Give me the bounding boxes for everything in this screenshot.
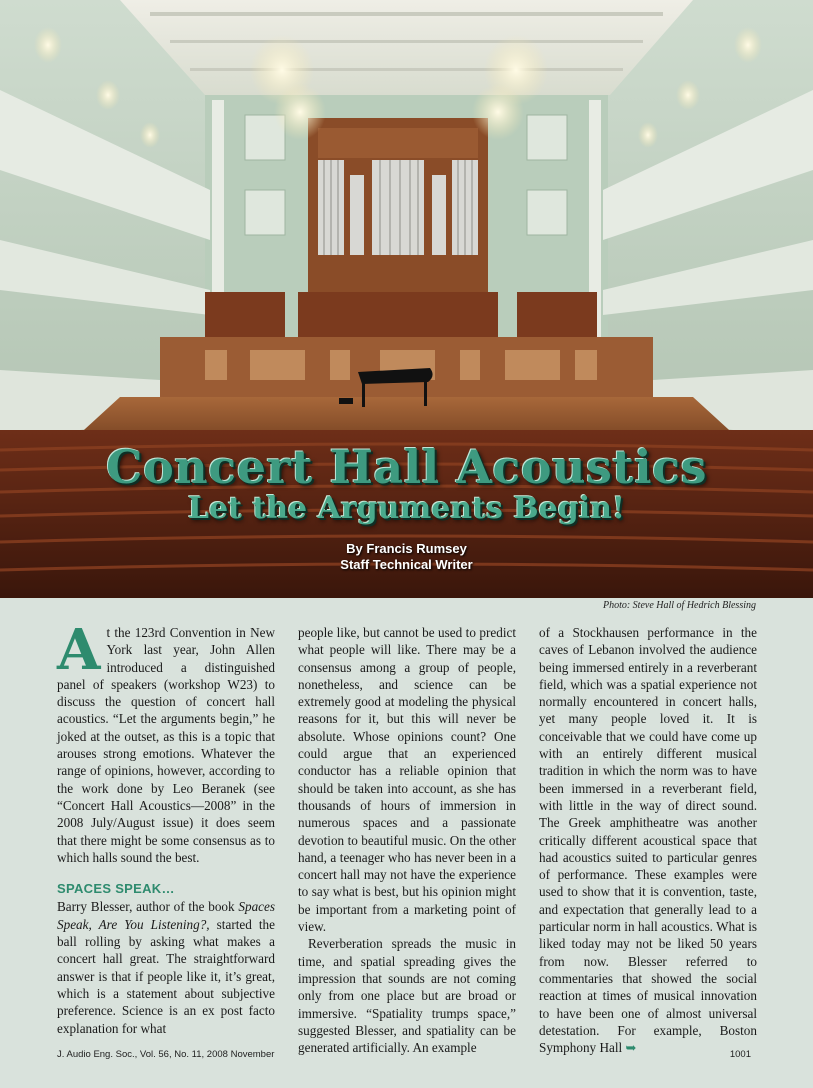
journal-citation: J. Audio Eng. Soc., Vol. 56, No. 11, 2008 November — [57, 1049, 275, 1060]
paragraph — [57, 617, 275, 866]
arrow-right-icon: ➥ — [625, 1041, 637, 1057]
photo-credit: Photo: Steve Hall of Hedrich Blessing — [602, 600, 756, 611]
paragraph-text: started the ball rolling by asking what makes a concert hall great. The straightforward answer is that if people like it, it’s great, which is a statement about subjective preference. Science is an ex post facto explanation for what — [57, 916, 276, 1036]
drop-cap: A — [57, 617, 101, 683]
paragraph: people like, but cannot be used to predict what people will like. There may be a consensus among a group of people, nonetheless, and science can be extremely good at modeling the physical reasons for it, but this will never be absolute. Whose opinions count? One could argue that an experienced conductor has a reliable opinion that should be taken into account, as she has thousands of hours of immersion in numerous spaces and a passionate devotion to beautiful music. On the other hand, a teenager who has never been in a concert hall may not have the experience to say what is best, but his opinion might be important from a marketing point of view. — [298, 625, 516, 935]
article-title: Concert Hall Acoustics — [105, 440, 708, 494]
column-2 — [298, 624, 516, 1056]
section-heading: SPACES SPEAK… — [57, 881, 175, 897]
column-1 — [57, 617, 276, 1037]
column-3 — [539, 624, 757, 1057]
article-subtitle: Let the Arguments Begin! — [187, 491, 626, 526]
page-number: 1001 — [729, 1049, 751, 1060]
intro-text: t the 123rd Convention in New York last year, John Allen introduced a distinguished panel of speakers (workshop W23) to discuss the question of concert hall acoustics. “Let the arguments begin,” he joked at the outset, as this is a topic that arouses strong emotions. Whatever the range of opinions, however, according to the work done by Leo Beranek (see “Concert Hall Acoustics—2008” in the 2008 July/August issue) it does seem that there might be some consensus as to which halls sound the best. — [57, 625, 275, 865]
paragraph-text: of a Stockhausen performance in the caves of Lebanon involved the audience being immersed entirely in a reverberant field, which was a spatial experience not normally encountered in concert halls, yet many people loved it. It is conceivable that we could have come up with an entirely different musical tradition in which the norm was to have been immersed in a reverberant field, with little in the way of direct sound. The Greek amphitheatre was another critically different acoustical space that had acoustics suited to particular genres of performance. These examples were used to show that it is convention, taste, and expectation that generally lead to a particular norm in hall acoustics. What is liked today may not be liked 50 years from now. Blesser referred to commentaries that showed the social reaction at times of musical innovation to have been one of almost universal detestation. For example, Boston Symphony Hall — [539, 625, 757, 1056]
paragraph: Reverberation spreads the music in time, and spatial spreading gives the impression that sounds are not coming only from one place but are broad or immersive. “Spatiality trumps space,” suggested Blesser, and spatiality can be generated artificially. An example — [298, 936, 516, 1056]
paragraph-text: Barry Blesser, author of the book — [57, 899, 239, 915]
byline-author: By Francis Rumsey — [346, 541, 467, 556]
byline-role: Staff Technical Writer — [340, 557, 473, 572]
paragraph — [57, 898, 275, 1036]
paragraph — [539, 624, 757, 1057]
book-title: Spaces Speak, Are You Listening?, — [57, 899, 275, 932]
